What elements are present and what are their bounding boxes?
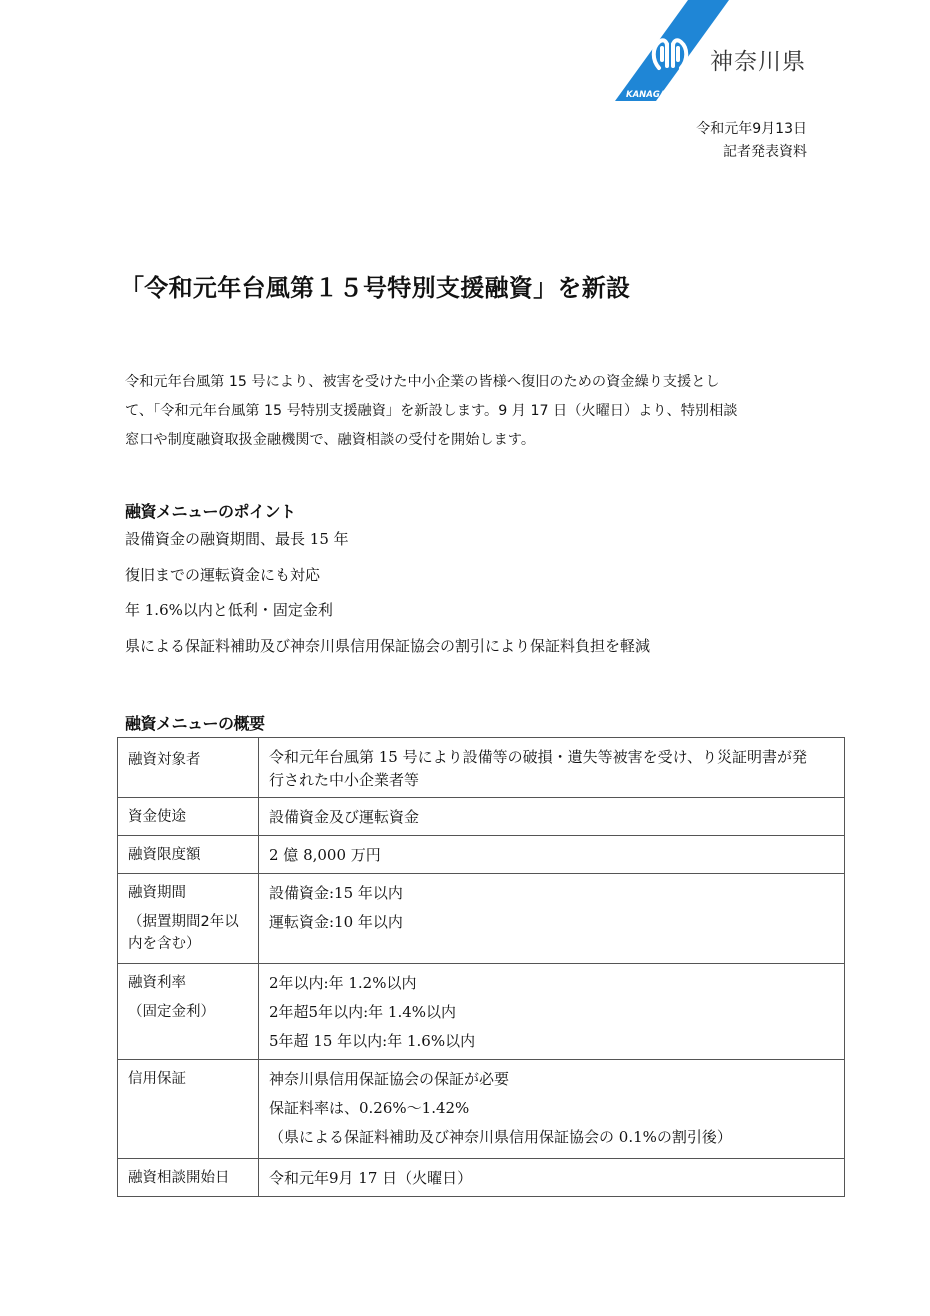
label-line: （据置期間2年以内を含む）: [128, 914, 239, 952]
row-label: [118, 964, 259, 1060]
table-row-start-date: [118, 1159, 845, 1197]
value-line: 2年以内:年 1.2%以内: [269, 974, 417, 992]
prefecture-name: 神奈川県: [710, 49, 806, 75]
value-line: 運転資金:10 年以内: [269, 913, 403, 931]
overview-heading: 融資メニューの概要: [125, 714, 265, 733]
value-line: 2年超5年以内:年 1.4%以内: [269, 1003, 457, 1021]
overview-table: [117, 737, 845, 1197]
table-row-guarantee: [118, 1060, 845, 1159]
label-line: 資金使途: [128, 809, 186, 825]
value-line: 設備資金及び運転資金: [269, 808, 420, 826]
table-row-period: [118, 874, 845, 964]
document-type: 記者発表資料: [723, 144, 807, 160]
row-value: [259, 964, 845, 1060]
intro-line: 窓口や制度融資取扱金融機関で、融資相談の受付を開始します。: [125, 432, 536, 448]
document-meta: [696, 118, 807, 164]
label-line: 融資限度額: [128, 847, 201, 863]
label-line: （固定金利）: [128, 1004, 215, 1020]
point-item: 県による保証料補助及び神奈川県信用保証協会の割引により保証料負担を軽減: [125, 636, 651, 655]
table-row-limit: [118, 836, 845, 874]
label-line: 融資利率: [128, 975, 186, 991]
row-value: [259, 874, 845, 964]
label-line: 信用保証: [128, 1071, 186, 1087]
row-label: [118, 1060, 259, 1159]
label-line: 融資期間: [128, 885, 186, 901]
points-heading: 融資メニューのポイント: [125, 502, 296, 521]
row-value: [259, 1060, 845, 1159]
value-line: （県による保証料補助及び神奈川県信用保証協会の 0.1%の割引後）: [269, 1128, 732, 1146]
value-line: 神奈川県信用保証協会の保証が必要: [269, 1070, 510, 1088]
intro-paragraph: [125, 368, 825, 455]
value-line: 設備資金:15 年以内: [269, 884, 403, 902]
value-line: 保証料率は、0.26%～1.42%: [269, 1099, 470, 1117]
row-label: [118, 798, 259, 836]
value-line: 行された中小企業者等: [269, 771, 420, 789]
table-row-use: [118, 798, 845, 836]
table-row-target: [118, 738, 845, 798]
page-title: 「令和元年台風第１５号特別支援融資」を新設: [120, 274, 631, 302]
row-label: [118, 1159, 259, 1197]
kanagawa-logo: [612, 0, 812, 104]
release-date: 令和元年9月13日: [696, 121, 807, 137]
row-label: [118, 874, 259, 964]
intro-line: て、「令和元年台風第 15 号特別支援融資」を新設します。9 月 17 日（火曜日）より、特別相談: [125, 403, 738, 419]
value-line: 令和元年9月 17 日（火曜日）: [269, 1169, 473, 1187]
row-label: [118, 738, 259, 798]
row-value: [259, 1159, 845, 1197]
table-row-rate: [118, 964, 845, 1060]
row-value: [259, 836, 845, 874]
point-item: 設備資金の融資期間、最長 15 年: [125, 530, 349, 548]
points-list: [125, 527, 650, 669]
label-line: 融資相談開始日: [128, 1170, 230, 1186]
value-line: 令和元年台風第 15 号により設備等の破損・遺失等被害を受け、り災証明書が発: [269, 748, 808, 766]
value-line: 5年超 15 年以内:年 1.6%以内: [269, 1032, 476, 1050]
label-line: 融資対象者: [128, 752, 201, 768]
logo-kanagawa-text: KANAGAWA: [626, 90, 682, 100]
row-label: [118, 836, 259, 874]
row-value: [259, 738, 845, 798]
point-item: 復旧までの運転資金にも対応: [125, 565, 321, 584]
point-item: 年 1.6%以内と低利・固定金利: [125, 601, 333, 619]
value-line: 2 億 8,000 万円: [269, 846, 381, 864]
intro-line: 令和元年台風第 15 号により、被害を受けた中小企業の皆様へ復旧のための資金繰り支援とし: [125, 374, 720, 390]
row-value: [259, 798, 845, 836]
